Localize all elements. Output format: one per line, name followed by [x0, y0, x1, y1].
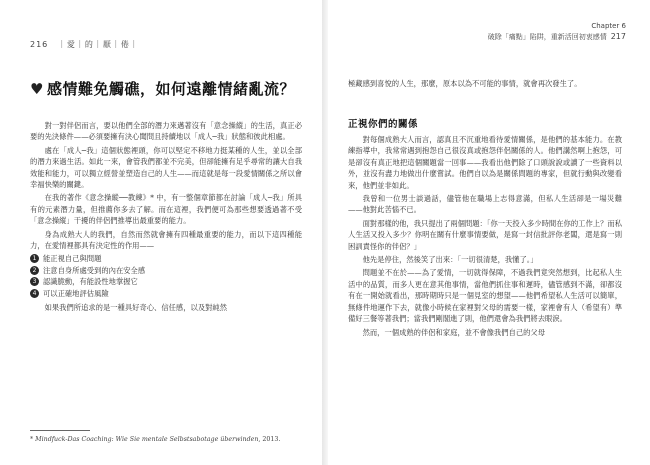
paragraph: 處在「成人─我」這個狀態裡頭，你可以堅定不移地力挺某種的人生，並以全部的潛力來過生活。如此一來，會管我們都並不完美，但卻能擁有足乎尋常的讓大自我效能和能力，可以獨立經營並塑造自己的人生——而這就是每一段愛情關係之所以會幸福快樂的關鍵。	[30, 145, 302, 190]
section-heading	[30, 78, 295, 99]
list-item-text: 可以正確地評估風險	[43, 288, 109, 298]
list-item	[30, 276, 302, 287]
list-item	[30, 253, 302, 264]
paragraph: 然而，一個成熟的伴侶和家庭，並不會像我們自己的父母	[362, 327, 546, 337]
footnote-mark: *	[30, 436, 34, 443]
footnote-rule	[30, 430, 90, 431]
footnote-title: Mindfuck-Das Coaching: Wie Sie mentale Selbstsabotage überwinden	[35, 436, 259, 443]
list-item-text: 能正視自己與問題	[43, 254, 102, 264]
list-item-text: 認識脆動，有能設性地掌握它	[43, 277, 138, 287]
paragraph: 對每個成熟大人而言，認真且不沉重地看待愛情關係，是他們的基本能力。在教練指導中，我常常遇到抱怨自己很沒真或抱怨伴侶關係的人。他們講然啊上抱怨，可是卻沒有真正地把這個關題當一回事——我看出他們除了口頭說說或讀了一些資料以外，並沒有盡力地做出什麼嘗試。他們自以為是關係問題的專家，但就行動與改變看來，他們並非如此。	[348, 135, 622, 190]
list-item	[30, 288, 302, 299]
right-header	[488, 22, 626, 42]
paragraph: 極藏感到喜悅的人生，那麼，原本以為不可能的事情，就會再次發生了。	[348, 79, 582, 88]
list-item-text: 注意自身所處受到的內在安全感	[43, 265, 146, 275]
paragraph: 如果我們所追求的是一種具好奇心、信任感，以及對純然	[44, 303, 228, 313]
left-body-text	[30, 120, 302, 316]
footnote-year: , 2013.	[258, 436, 281, 443]
right-page	[328, 0, 650, 465]
right-top-text	[348, 78, 622, 89]
heart-icon: ♥	[30, 80, 44, 98]
right-body-text	[348, 134, 622, 340]
paragraph: 問題並不在於——為了愛情，一切就得保障，不過我們竟突然想到，比起私人生活中的品質，而多人更在意其他事情，當他們抓住事和遲時，儘管感到不滿，卻都沒有在一開始就看出，那時期時只是一個見室的想望——他們希望私人生活可以簡單，無條件地運作下去，就像小時候在家裡對父母的需要一樣，家裡會有人（希望有）準備好三餐等著我們；當我們剛閣進了則，他們還會為我們將去眼淚。	[348, 268, 622, 324]
chapter-label: Chapter 6	[591, 22, 626, 30]
number-badge: 2	[30, 266, 39, 275]
left-header	[30, 39, 139, 50]
paragraph: 面對那樣的他，我只提出了兩個問題：「你一天投入多少時間在你的工作上？而私人生活又投入多少？你明在關有什麼事情要做，是寫一封信批評你老闆，還是寫一則困訓責怪你的伴侶？」	[348, 218, 622, 251]
paragraph: 我曾和一位男士談過話，儘管他在職場上志得意滿，但私人生活卻是一場災難——他對此苦惱不已。	[348, 194, 622, 215]
number-badge: 4	[30, 289, 39, 298]
paragraph: 他先是停住，然後笑了出來：「一切很清楚，我懂了。」	[362, 255, 538, 265]
paragraph: 身為成熟大人的我們，自然而然就會擁有四種最重要的能力，而以下這四種能力，在愛情裡都具有決定性的作用——	[30, 229, 302, 251]
right-page-number: 217	[610, 32, 626, 41]
list-item	[30, 265, 302, 276]
footnote	[30, 436, 280, 443]
left-page-number: 216	[30, 40, 49, 49]
left-page	[0, 0, 322, 465]
section-heading-text: 感情難免觸礁，如何遠離情緒亂流？	[46, 80, 295, 98]
number-badge: 1	[30, 254, 39, 263]
subsection-heading: 正視你們的關係	[348, 119, 419, 130]
number-badge: 3	[30, 277, 39, 286]
running-title: ｜愛｜的｜厭｜倦｜	[57, 40, 139, 49]
paragraph: 在我的著作《意念操縱──教練》* 中，有一整個章節都在討論「成人─我」所具有的元素潛力量，但推薦你多去了解。而在這裡，我們便可為那些想要透過著不受「意念操縱」干擾的伴侶們推導出最重要的能力。	[30, 193, 302, 226]
chapter-subtitle	[488, 32, 626, 42]
ability-list	[30, 253, 302, 299]
paragraph: 對一對伴侶而言，要以他們全部的潛力來邁著沒有「意念操縱」的生活，真正必要的先決條件——必須要擁有決心聞問且持續地以「成人─我」狀態和彼此相處。	[30, 121, 302, 142]
chapter-subtitle-text: 破除「痛點」陷阱，重新活回初衷感情	[487, 33, 607, 41]
